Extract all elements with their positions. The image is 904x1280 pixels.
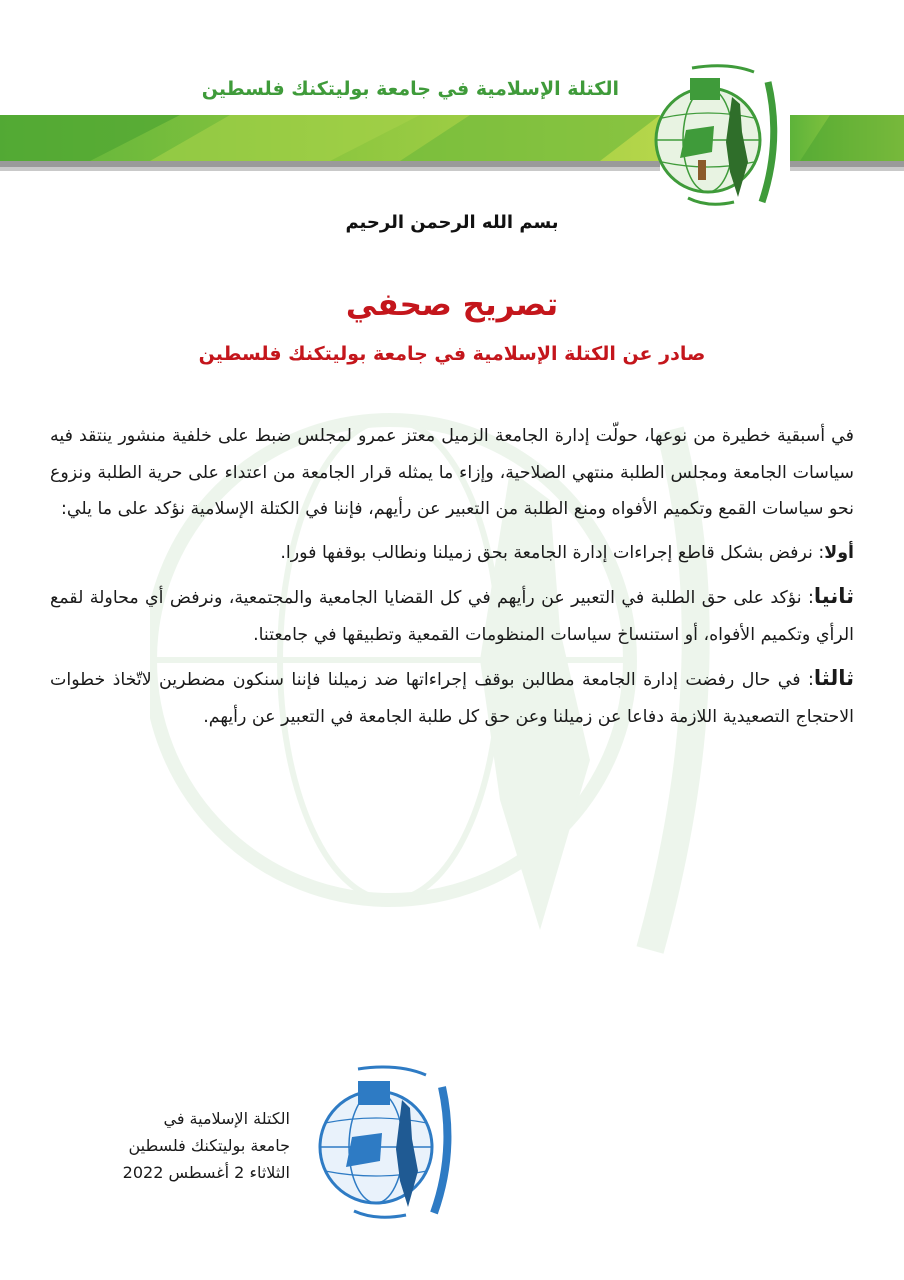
point-3 bbox=[50, 660, 854, 735]
point-2-lead: ثانيا bbox=[813, 584, 854, 608]
point-3-text: : في حال رفضت إدارة الجامعة مطالبن بوقف إجراءاتها ضد زميلنا فإننا سنكون مضطرين لاتّخاذ خطوات الاحتجاج التصعيدية اللازمة دفاعا عن زميلنا وعن حق كل طلبة الجامعة في التعبير عن رأيهم. bbox=[50, 670, 854, 727]
point-1-lead: أولا bbox=[824, 542, 854, 563]
intro-paragraph: في أسبقية خطيرة من نوعها، حولّت إدارة الجامعة الزميل معتز عمرو لمجلس ضبط على خلفية منشور ينتقد فيه سياسات الجامعة ومجلس الطلبة منتهي الصلاحية، وإزاء ما يمثله قرار الجامعة من اعتداء على حرية الطلبة ونزوع نحو سياسات القمع وتكميم الأفواه ومنع الطلبة من التعبير عن رأيهم، فإننا في الكتلة الإسلامية نؤكد على ما يلي: bbox=[50, 426, 854, 519]
page-subtitle: صادر عن الكتلة الإسلامية في جامعة بوليتكنك فلسطين bbox=[198, 343, 706, 365]
page-title: تصريح صحفي bbox=[345, 287, 559, 323]
signature-line-2: جامعة بوليتكنك فلسطين bbox=[128, 1136, 290, 1155]
logo-bottom-icon bbox=[310, 1055, 460, 1225]
point-3-lead: ثالثا bbox=[813, 666, 854, 690]
signature-date: الثلاثاء 2 أغسطس 2022 bbox=[122, 1163, 290, 1182]
logo-icon bbox=[650, 52, 785, 212]
point-1 bbox=[50, 535, 854, 572]
signature-line-1: الكتلة الإسلامية في bbox=[163, 1109, 290, 1128]
header-title: الكتلة الإسلامية في جامعة بوليتكنك فلسطين bbox=[201, 78, 619, 100]
statement-body bbox=[50, 418, 854, 735]
basmala: بسم الله الرحمن الرحيم bbox=[345, 212, 559, 233]
point-2 bbox=[50, 578, 854, 653]
point-1-text: : نرفض بشكل قاطع إجراءات إدارة الجامعة بحق زميلنا ونطالب بوقفها فورا. bbox=[280, 542, 825, 563]
signature-block bbox=[80, 1105, 290, 1186]
point-2-text: : نؤكد على حق الطلبة في التعبير عن رأيهم في كل القضايا الجامعية والمجتمعية، ونرفض أي محاولة لقمع الرأي وتكميم الأفواه، أو استنساخ سياسات المنظومات القمعية وتطبيقها في جامعتنا. bbox=[50, 588, 854, 645]
